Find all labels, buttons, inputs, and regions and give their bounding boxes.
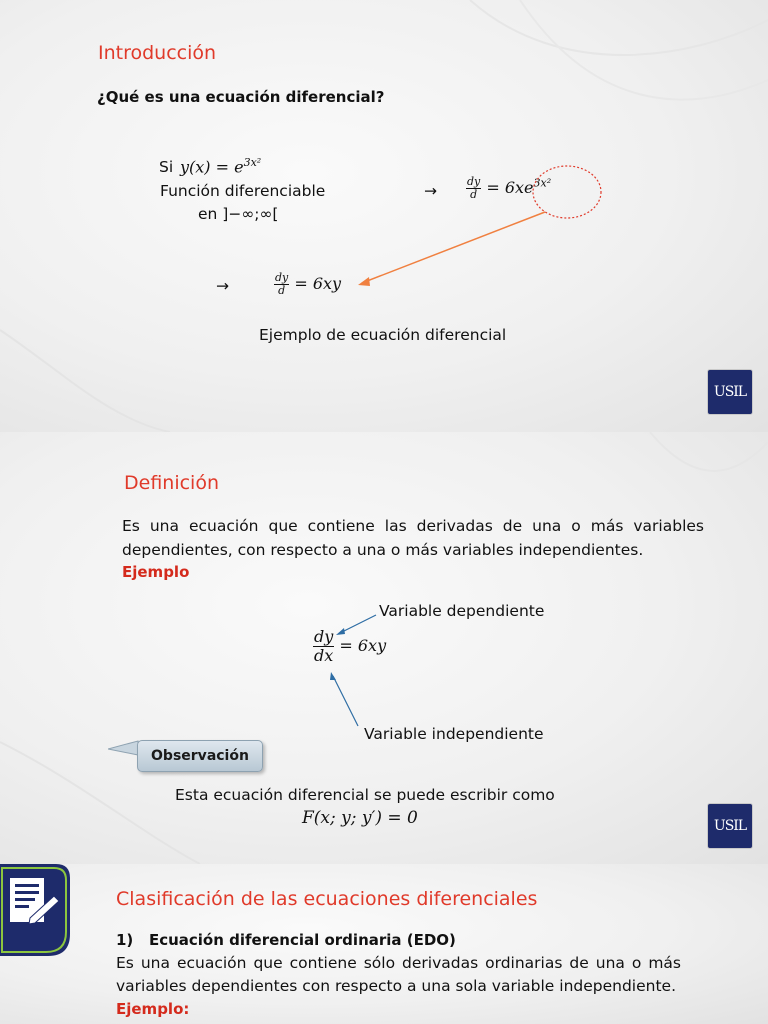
annotation-arrow [0,0,768,432]
example-equation: $\frac{dy}{dx}$ = 6xy [314,627,387,665]
independent-variable-label: Variable independiente [364,725,544,743]
callout-tail [108,739,140,757]
slide-definicion [0,432,768,864]
definition-paragraph: Es una ecuación que contiene las derivadas de una o más variables dependientes, con respecto a una o más variables independientes. [122,517,704,559]
domain-label: en ]−∞;∞[ [198,205,279,223]
usil-logo: USIL [707,803,753,849]
function-definition: $y(x) = e^{3x^2}$ [180,156,262,177]
usil-logo: USIL [707,369,753,415]
arrow-symbol: → [424,182,437,200]
slide-introduccion [0,0,768,432]
derivative-expression: $\frac{dy}{d}$ = $6xe^{3x^2}$ [467,175,552,201]
dependent-variable-label: Variable dependiente [379,602,545,620]
example-caption: Ejemplo de ecuación diferencial [259,326,507,344]
document-edit-icon [0,864,70,956]
observacion-callout: Observación [137,740,263,772]
slide-title: Introducción [98,42,217,64]
si-label: Si [159,158,174,176]
ejemplo-label: Ejemplo [122,563,190,581]
arrow-symbol-2: → [216,277,229,295]
edo-paragraph: Es una ecuación que contiene sólo derivadas ordinarias de una o más variables dependientes con respecto a una sola variable independiente. [116,954,681,995]
edo-heading: 1) Ecuación diferencial ordinaria (EDO) [116,931,456,949]
general-form-equation: F(x; y; y′) = 0 [302,808,418,828]
differential-equation: $\frac{dy}{d}$ = 6xy [275,271,342,297]
question-heading: ¿Qué es una ecuación diferencial? [97,88,385,106]
slide-title: Definición [124,472,219,494]
ejemplo-label: Ejemplo: [116,1000,190,1018]
differentiable-label: Función diferenciable [160,182,326,200]
observation-text: Esta ecuación diferencial se puede escribir como [175,786,555,804]
slide-clasificacion [0,864,768,1024]
slide-title: Clasificación de las ecuaciones diferenciales [116,888,538,910]
